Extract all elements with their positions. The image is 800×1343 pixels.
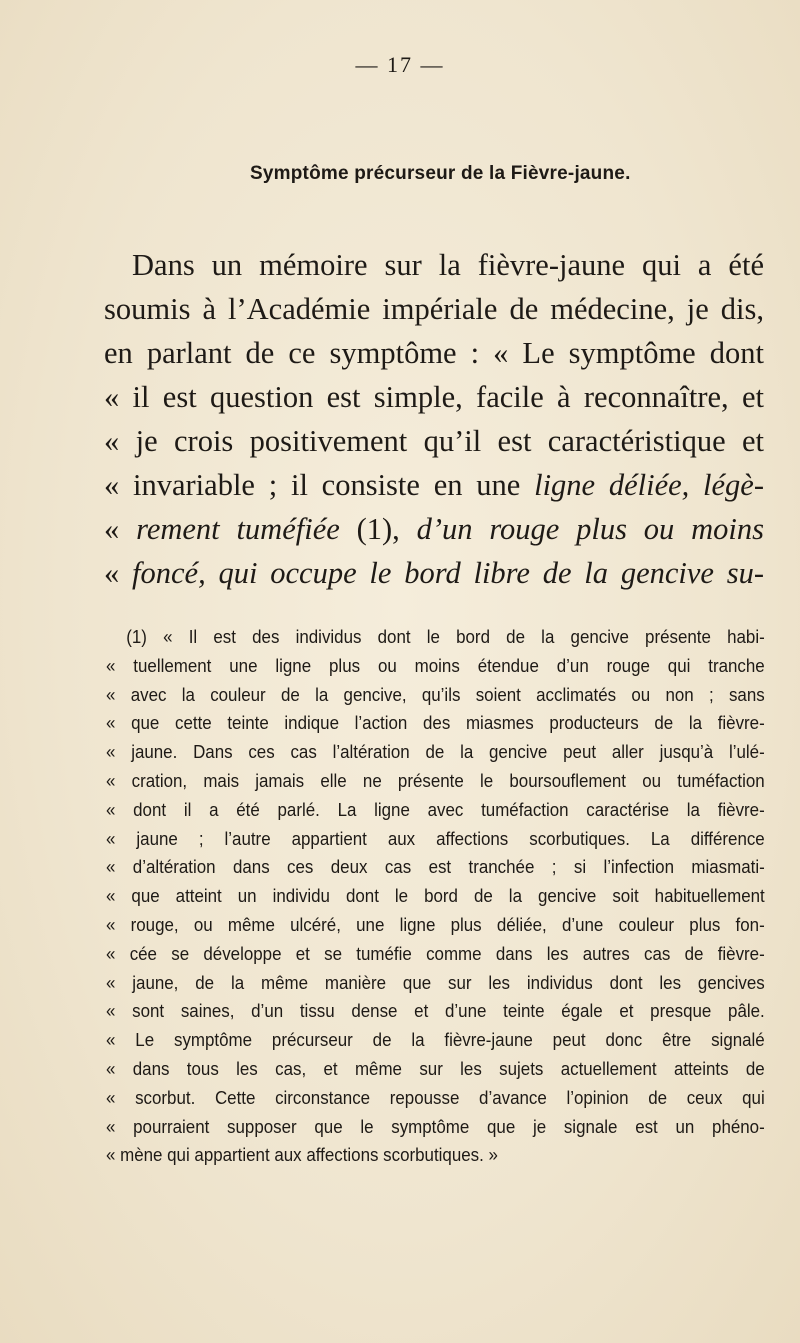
footnote-line: « sont saines, d’un tissu dense et d’une teinte égale et presque pâle. — [106, 1000, 765, 1022]
footnote-line: « Le symptôme précurseur de la fièvre-jaune peut donc être signalé — [106, 1029, 765, 1051]
footnote-line: « tuellement une ligne plus ou moins étendue d’un rouge qui tranche — [106, 654, 765, 676]
footnote-line: « d’altération dans ces deux cas est tranchée ; si l’infection miasmati- — [106, 856, 765, 878]
footnote-line: « jaune. Dans ces cas l’altération de la gencive peut aller jusqu’à l’ulé- — [106, 741, 765, 763]
footnote-line: « jaune ; l’autre appartient aux affections scorbutiques. La différence — [106, 827, 765, 849]
footnote-line: « cration, mais jamais elle ne présente le boursouflement ou tuméfaction — [106, 769, 765, 791]
footnote-line: « jaune, de la même manière que sur les individus dont les gencives — [106, 971, 765, 993]
footnote — [106, 623, 765, 1170]
body-line — [104, 551, 764, 595]
footnote-line: « mène qui appartient aux affections scorbutiques. » — [106, 1144, 498, 1166]
footnote-line: « que atteint un individu dont le bord de la gencive soit habituellement — [106, 885, 765, 907]
body-line: « il est question est simple, facile à reconnaître, et — [104, 380, 764, 414]
footnote-line: (1) « Il est des individus dont le bord de la gencive présente habi- — [126, 626, 765, 647]
body-line — [104, 463, 764, 507]
footnote-line: « cée se développe et se tuméfie comme dans les autres cas de fièvre- — [106, 942, 765, 964]
body-line-quote-mark: « — [104, 512, 137, 546]
page-number: — 17 — — [355, 52, 445, 77]
footnote-reference: (1), — [339, 512, 417, 546]
body-line-quote-mark: « — [104, 556, 133, 590]
section-heading: Symptôme précurseur de la Fièvre-jaune. — [250, 163, 631, 184]
footnote-line: « dont il a été parlé. La ligne avec tuméfaction caractérise la fièvre- — [106, 798, 765, 820]
body-line: Dans un mémoire sur la fièvre-jaune qui a été — [132, 248, 764, 282]
body-line-italic: ligne déliée, légè- — [534, 468, 765, 502]
main-paragraph — [104, 243, 764, 595]
body-line-italic: d’un rouge plus ou moins — [416, 512, 764, 546]
footnote-line: « pourraient supposer que le symptôme que je signale est un phéno- — [106, 1115, 765, 1137]
body-line: « je crois positivement qu’il est caractéristique et — [104, 424, 764, 458]
footnote-line: « rouge, ou même ulcéré, une ligne plus déliée, d’une couleur plus fon- — [106, 913, 765, 935]
body-line: en parlant de ce symptôme : « Le symptôme dont — [104, 336, 764, 370]
body-line-italic: foncé, qui occupe le bord libre de la gencive su- — [132, 556, 764, 590]
footnote-line: « que cette teinte indique l’action des miasmes producteurs de la fièvre- — [106, 712, 765, 734]
body-line-roman: « invariable ; il consiste en une — [104, 468, 521, 502]
footnote-line: « scorbut. Cette circonstance repousse d’avance l’opinion de ceux qui — [106, 1086, 765, 1108]
footnote-line: « avec la couleur de la gencive, qu’ils soient acclimatés ou non ; sans — [106, 683, 765, 705]
body-line: soumis à l’Académie impériale de médecine, je dis, — [104, 292, 764, 326]
body-line-italic: rement tuméfiée — [136, 512, 340, 546]
body-line — [104, 507, 764, 551]
footnote-line: « dans tous les cas, et même sur les sujets actuellement atteints de — [106, 1057, 765, 1079]
